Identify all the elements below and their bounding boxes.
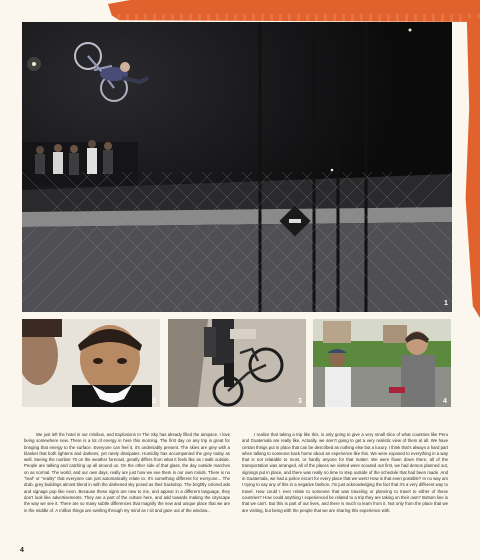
photo-number: 3 <box>298 398 302 405</box>
thumb-photo-bmx-legs <box>168 319 306 407</box>
photo-number: 1 <box>444 300 448 307</box>
thumb-illustration <box>22 319 160 407</box>
photo-number: 2 <box>152 398 156 405</box>
thumb-photo-signing <box>313 319 451 407</box>
page-number: 4 <box>20 547 24 554</box>
orange-edge-stroke <box>456 18 480 318</box>
main-photo-illustration <box>22 22 452 312</box>
photo-number: 4 <box>443 398 447 405</box>
article-column-right: I realize that taking a trip like this, is only going to give a very small slice of what countries like Peru and Guatemala are really like. Actually, we aren't going to get a very realistic view of them at all. We have certain things put in place that can be described as nothing else but a luxury. I think that's always a hard part when talking to someone back home about an experience like this. We were exposed to everything in a way that is not relatable to most, or hardly anyone for that matter. We were flown down there, all of the transportation was arranged, all of the places we visited were scouted out first, we had demos planned out, signings put in place, and there was really no time to step outside of the schedule that had been made. And in Guatemala, we had a police escort for every place that we went! How is that even possible? In no way am I trying to say any of this in a negative fashion, I'm just acknowledging the fact that it's a very different way to travel. How could I ever relate to someone that was traveling or planning to travel to either of these countries? How could anything I experienced be related to a trip they are taking on their own? Bottom line is that we can't. But this is part of our lives, and there is much to learn from it. Not only from the place that we are visiting, but being with the people that we are sharing this experience with. <box>242 432 448 513</box>
bmx-rider <box>75 43 148 101</box>
thumb-illustration <box>313 319 451 407</box>
article-column-left: We just left the hotel in our minibus, and Explosions In The Sky has already filled the airspace. I love being somewhere new. There is a lot of energy in here this morning. The first day on any trip is great for bringing that energy to the surface. Everyone can feel it, it's undeniably present. The skies are grey with a blanket that both lightens and darkens, yet rarely dissipates. Humidity has accompanied the grey today as well. Seeing the number 70 on the weather forecast, greatly differs from what it feels like as I walk outside. People are talking and catching up all around us. On the other side of that glass, the day outside marches on as normal. The world, and our own days, really are just how we see them in our own minds. There is no "real" or "reality" that everyone can just automatically relate to. It's something different for everyone... The drab, grey buildings almost blend in with the darkened sky posed as their backdrop. The brightly colored ads and signage pop like neon. Because these signs are new to me, and appear in a different language, they don't look like advertisements. They are a part of the culture here, and add towards making the cityscape the way we see it. There are so many subtle differences that magnify the new and unique place that we are in the middle of. A million things are swirling through my mind as I sit and gaze out of the window... <box>24 432 230 513</box>
spectators <box>22 140 138 186</box>
main-photo-bmx-night <box>22 22 452 312</box>
thumb-illustration <box>168 319 306 407</box>
brush-texture <box>108 14 480 22</box>
thumb-photo-kid-fox <box>22 319 160 407</box>
